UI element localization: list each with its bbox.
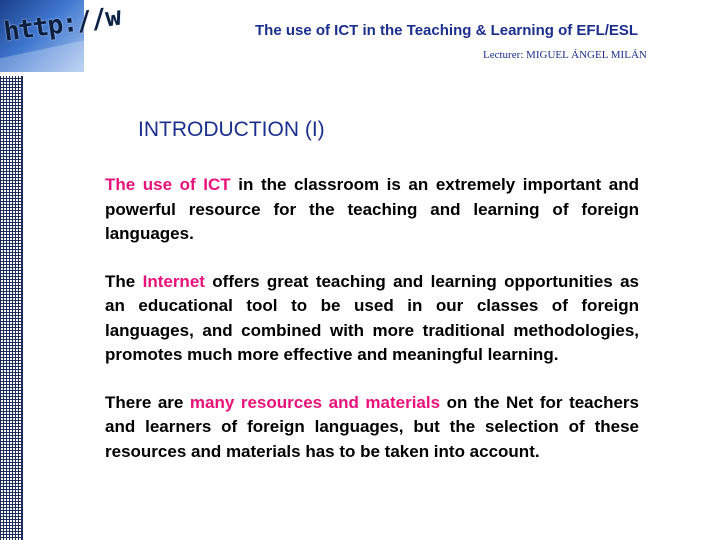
paragraph-lead: There are [105, 392, 190, 412]
side-strip-border [22, 76, 23, 540]
presentation-title: The use of ICT in the Teaching & Learning of EFL/ESL [255, 22, 639, 39]
highlight-ict: The use of ICT [105, 175, 231, 194]
highlight-resources: many resources and materials [189, 392, 441, 412]
paragraph-resources [105, 391, 639, 465]
paragraph-lead: The [105, 271, 143, 291]
lecturer-name: Lecturer: MIGUEL ÁNGEL MILÁN [483, 49, 647, 61]
paragraph-rest: offers great teaching and learning opportunities as an educational tool to be used in our classes of foreign languages, and combined with more traditional methodologies, promotes much more effective and meaningful learning. [105, 271, 640, 364]
http-logo-image [0, 0, 123, 72]
paragraph-rest: in the classroom is an extremely important and powerful resource for the teaching and learning of foreign languages. [105, 175, 639, 243]
highlight-internet: Internet [142, 271, 205, 291]
slide-title: INTRODUCTION (I) [138, 118, 325, 141]
logo-text: http://w [2, 1, 123, 48]
slide-body [105, 173, 639, 487]
paragraph-internet [105, 270, 639, 368]
paragraph-ict [105, 173, 639, 247]
paragraph-rest: on the Net for teachers and learners of foreign languages, but the selection of these resources and materials has to be taken into account. [105, 392, 639, 461]
side-grid-strip [0, 76, 22, 540]
